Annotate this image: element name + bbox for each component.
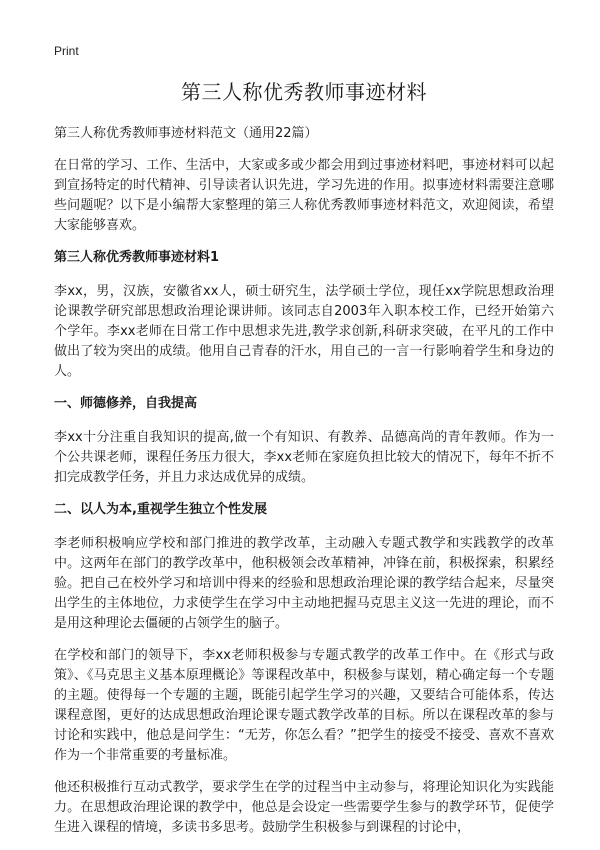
paragraph: 李老师积极响应学校和部门推进的教学改革，主动融入专题式教学和实践教学的改革中。这两年在部门的教学改革中，他积极领会改革精神，冲锋在前，积极探索，积累经验。把自己在校外学习和培训中得来的经验和思想政治理论课的教学结合起来，尽量突出学生的主体地位，力求使学生在学习中主动地把握马克思主义这一先进的理论，而不是用这种理论去僵硬的占领学生的脑子。 [54, 536, 554, 631]
print-link[interactable]: Print [54, 44, 79, 58]
subsection-heading: 二、以人为本,重视学生独立个性发展 [54, 502, 267, 517]
subsection-heading: 一、师德修养，自我提高 [54, 396, 198, 411]
document-page [54, 70, 554, 850]
paragraph: 李xx，男，汉族，安徽省xx人，硕士研究生，法学硕士学位，现任xx学院思想政治理论课教学研究部思想政治理论课讲师。该同志自2003年入职本校工作，已经开始第六个学年。李xx老师在日常工作中思想求先进,教学求创新,科研求突破，在平凡的工作中做出了较为突出的成绩。他用自己青春的汗水，用自己的一言一行影响着学生和身边的人。 [54, 284, 554, 379]
page-title: 第三人称优秀教师事迹材料 [181, 80, 427, 104]
section-heading: 第三人称优秀教师事迹材料1 [54, 250, 220, 265]
paragraph: 他还积极推行互动式教学，要求学生在学的过程当中主动参与，将理论知识化为实践能力。在思想政治理论课的教学中，他总是会设定一些需要学生参与的教学环节，促使学生进入课程的情境，多读书多思考。鼓励学生积极参与到课程的讨论中， [54, 780, 554, 835]
document-subtitle: 第三人称优秀教师事迹材料范文（通用22篇） [54, 126, 318, 141]
paragraph: 李xx十分注重自我知识的提高,做一个有知识、有教养、品德高尚的青年教师。作为一个公共课老师，课程任务压力很大，李xx老师在家庭负担比较大的情况下，每年不折不扣完成教学任务，并且力求达成优异的成绩。 [54, 430, 554, 485]
intro-paragraph: 在日常的学习、工作、生活中，大家或多或少都会用到过事迹材料吧，事迹材料可以起到宣扬特定的时代精神、引导读者认识先进，学习先进的作用。拟事迹材料需要注意哪些问题呢？以下是小编帮大家整理的第三人称优秀教师事迹材料范文，欢迎阅读，希望大家能够喜欢。 [54, 158, 554, 233]
paragraph: 在学校和部门的领导下，李xx老师积极参与专题式教学的改革工作中。在《形式与政策》、《马克思主义基本原理概论》等课程改革中，积极参与谋划，精心确定每一个专题的主题。使得每一个专题的主题，既能引起学生学习的兴趣，又要结合可能体系，传达课程意图，更好的达成思想政治理论课专题式教学改革的目标。所以在课程改革的参与讨论和实践中，他总是问学生：“无芳，你怎么看？”把学生的接受不接受、喜欢不喜欢作为一个非常重要的考量标准。 [54, 648, 554, 763]
